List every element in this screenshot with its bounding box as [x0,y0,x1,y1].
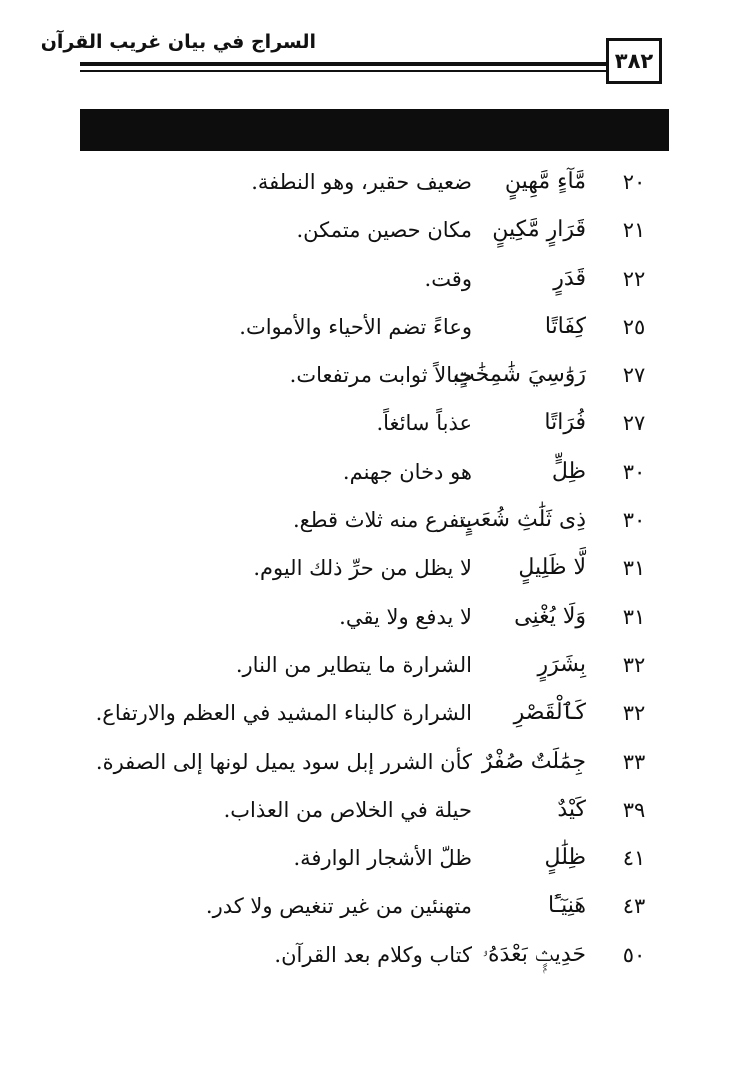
quran-word: مَّآءٍ مَّهِينٍ [504,169,586,194]
glossary-row [0,593,755,641]
word-meaning: ضعيف حقير، وهو النطفة. [251,170,472,194]
word-meaning: يتفرع منه ثلاث قطع. [292,508,472,533]
book-title: السراج في بيان غريب القرآن [40,31,316,53]
word-meaning: كأن الشرر إبل سود يميل لونها إلى الصفرة. [95,749,472,774]
verse-number: ٣٢ [622,701,646,726]
quran-word: لَّا ظَلِيلٍ [518,555,586,581]
quran-word: جِمَٰلَتٌ صُفْرٌ [481,748,586,774]
word-meaning: جبالاً ثوابت مرتفعات. [289,363,472,388]
glossary-row [0,255,755,303]
verse-number: ٥٠ [622,942,646,967]
glossary-row [0,641,755,689]
quran-word: قَدَرٍ [553,265,586,291]
verse-number: ٢٢ [622,266,646,291]
glossary-row [0,689,755,737]
word-meaning: كتاب وكلام بعد القرآن. [274,942,472,967]
word-meaning: متهنئين من غير تنغيص ولا كدر. [205,894,472,919]
quran-word: كِفَاتًا [544,313,586,339]
glossary-row [0,303,755,351]
quran-word: حَدِيثٍۭ بَعْدَهُۥ [482,941,586,967]
verse-number: ٢٧ [622,411,646,436]
glossary-list [0,158,755,979]
quran-word: ذِى ثَلَٰثِ شُعَبٍ [459,507,586,533]
glossary-row [0,544,755,592]
word-meaning: لا يظل من حرِّ ذلك اليوم. [253,556,472,581]
quran-word: كَيْدٌ [557,796,586,822]
verse-number: ٣٣ [622,749,646,774]
header-rule-thin [80,70,610,72]
glossary-row [0,931,755,979]
verse-number: ٣١ [622,556,646,581]
verse-number: ٤٣ [622,894,646,919]
word-meaning: عذباً سائغاً. [376,411,472,436]
verse-number: ٢٧ [622,363,646,388]
glossary-row [0,882,755,930]
glossary-row [0,786,755,834]
verse-number: ٣٠ [622,508,646,533]
verse-number: ٢٥ [622,314,646,339]
quran-word: قَرَارٍ مَّكِينٍ [492,217,586,243]
word-meaning: وقت. [424,266,472,291]
word-meaning: حيلة في الخلاص من العذاب. [223,797,472,822]
quran-word: رَوَٰسِيَ شَٰمِخَٰتٍ [454,362,586,388]
verse-number: ٣٠ [622,459,646,484]
word-meaning: هو دخان جهنم. [342,459,472,484]
glossary-row [0,351,755,399]
quran-word: هَنِيٓـًٔا [547,893,586,919]
word-meaning: الشرارة ما يتطاير من النار. [235,652,472,677]
verse-number: ٣٢ [622,652,646,677]
word-meaning: مكان حصين متمكن. [296,218,472,243]
quran-word: كَٱلْقَصْرِ [513,700,586,726]
verse-number: ٢٠ [622,170,646,194]
redacted-band [80,109,669,151]
glossary-row [0,448,755,496]
page-number: ٣٨٢ [606,38,662,84]
quran-word: ظِلٍّ [551,458,586,484]
word-meaning: الشرارة كالبناء المشيد في العظم والارتفاع. [95,701,472,726]
verse-number: ٣١ [622,604,646,629]
verse-number: ٣٩ [622,797,646,822]
quran-word: ظِلَٰلٍ [544,845,586,871]
glossary-row [0,399,755,447]
glossary-row [0,834,755,882]
glossary-row [0,158,755,206]
quran-word: فُرَاتًا [544,410,586,436]
word-meaning: لا يدفع ولا يقي. [339,604,472,629]
verse-number: ٢١ [622,218,646,243]
glossary-row [0,496,755,544]
header-rule-thick [80,62,610,66]
verse-number: ٤١ [622,846,646,871]
word-meaning: وعاءً تضم الأحياء والأموات. [239,314,472,339]
quran-word: بِشَرَرٍ [537,651,586,677]
quran-word: وَلَا يُغْنِى [514,603,586,629]
glossary-row [0,206,755,254]
glossary-row [0,738,755,786]
word-meaning: ظلّ الأشجار الوارفة. [293,846,472,871]
